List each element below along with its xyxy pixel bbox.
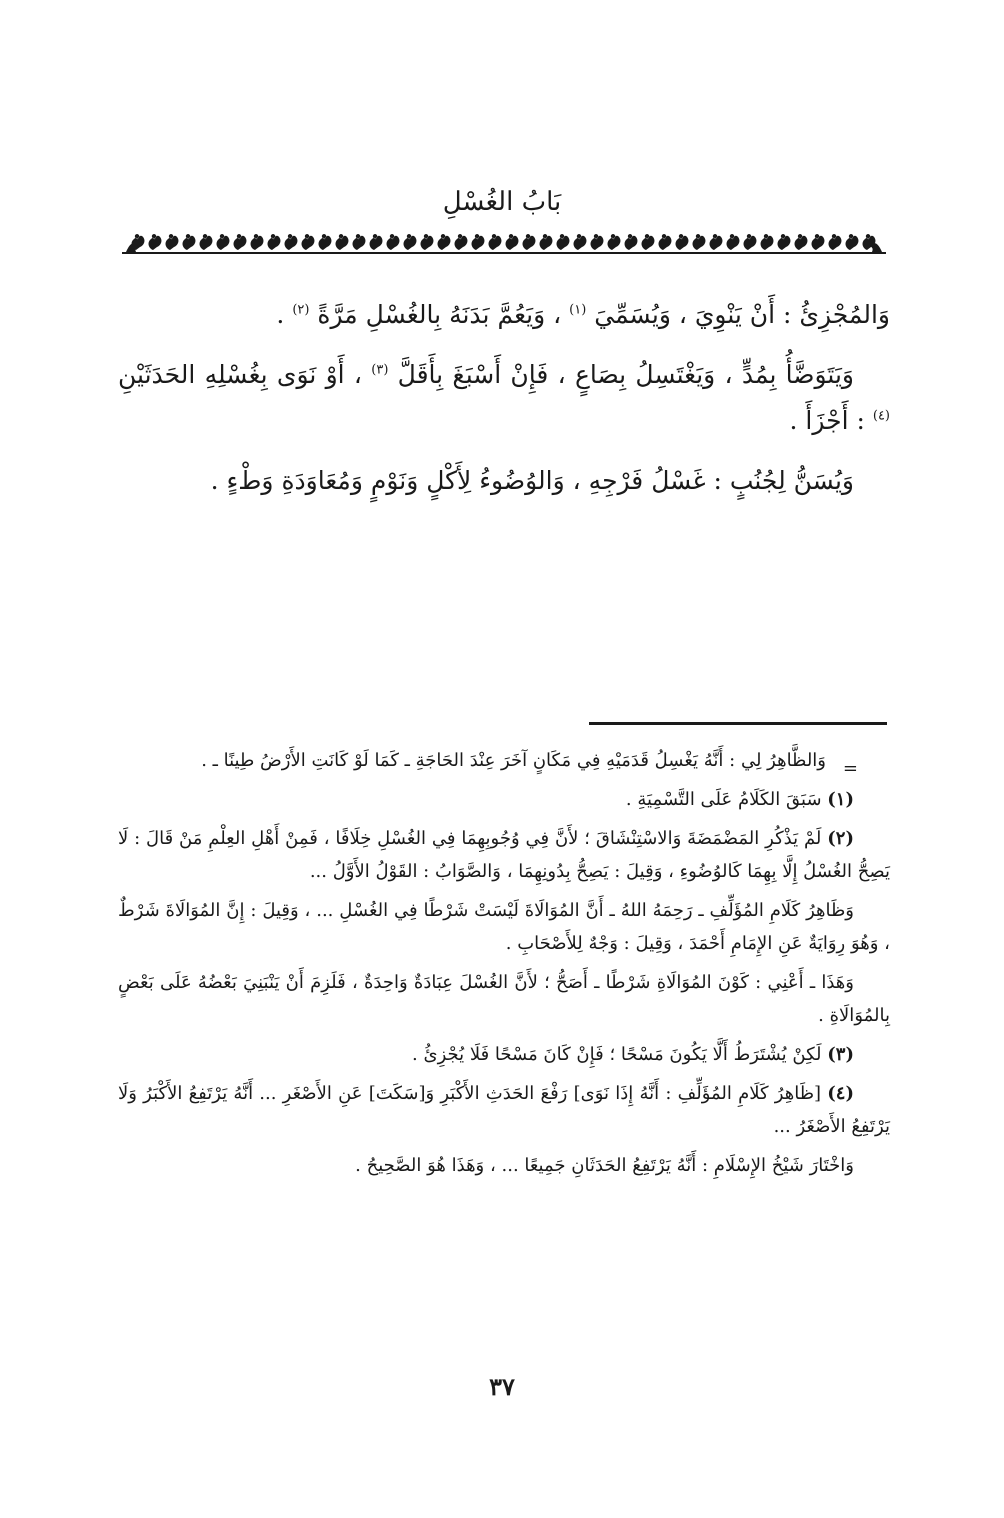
text-segment: .: [276, 300, 285, 329]
footnote-4: [118, 1077, 890, 1143]
ornament-baseline: [122, 252, 886, 254]
ornament-motif: [761, 234, 774, 250]
ornament-motif: [795, 234, 808, 250]
ornament-motif: [370, 234, 383, 250]
ornament-motif: [506, 234, 519, 250]
page-number: ٣٧: [489, 1372, 515, 1401]
footnote-continuation: [118, 744, 890, 777]
main-paragraph-1: [118, 292, 890, 338]
footnote-text: لَكِنْ يُشْتَرَطُ أَلَّا يَكُونَ مَسْحًا ؛ فَإِنْ كَانَ مَسْحًا فَلَا يُجْزِئُ .: [412, 1044, 822, 1065]
ornament-motif: [676, 234, 689, 250]
footnote-ref-4[interactable]: (٤): [872, 408, 890, 424]
ornament-motif: [778, 234, 791, 250]
footnote-4-paragraph-2: وَاخْتَارَ شَيْخُ الإِسْلَامِ : أَنَّهُ يَرْتَفِعُ الحَدَثَانِ جَمِيعًا ... ، وَهَذَا هُوَ الصَّحِيحُ .: [355, 1155, 854, 1176]
ornament-motif: [710, 234, 723, 250]
ornament-motif: [421, 234, 434, 250]
ornament-divider: [122, 226, 886, 258]
main-text: [118, 292, 890, 518]
ornament-motif: [574, 234, 587, 250]
ornament-motif: [166, 234, 179, 250]
footnote-text: لَمْ يَذْكُرِ المَضْمَضَةَ وَالاسْتِنْشَاقَ ؛ لأَنَّ فِي وُجُوبِهِمَا فِي الغُسْلِ خِلَافًا ، فَمِنْ أَهْلِ العِلْمِ مَنْ قَالَ : لَا يَصِحُّ الغُسْلُ إِلَّا بِهِمَا كَالوُضُوءِ ، وَقِيلَ : يَصِحُّ بِدُونِهِمَا ، وَالصَّوَابُ : القَوْلُ الأَوَّلُ ...: [118, 828, 890, 882]
ornament-motif: [234, 234, 247, 250]
footnote-number: (١): [827, 789, 854, 810]
ornament-motif: [625, 234, 638, 250]
ornament-motif: [404, 234, 417, 250]
continuation-mark: =: [842, 758, 858, 779]
ornament-motif: [251, 234, 264, 250]
ornament-motif: [319, 234, 332, 250]
footnote-number: (٤): [827, 1083, 854, 1104]
ornament-motif: [540, 234, 553, 250]
chapter-title: بَابُ الغُسْلِ: [442, 187, 562, 217]
ornament-motif: [455, 234, 468, 250]
ornament-motif: [336, 234, 349, 250]
footnote-number: (٢): [827, 828, 854, 849]
ornament-motif: [353, 234, 366, 250]
footnote-2-paragraph-2: وَظَاهِرُ كَلَامِ المُؤَلِّفِ ـ رَحِمَهُ اللهُ ـ أَنَّ المُوَالَاةَ لَيْسَتْ شَرْطًا فِي الغُسْلِ ... ، وَقِيلَ : إِنَّ المُوَالَاةَ شَرْطٌ ، وَهُوَ رِوَايَةٌ عَنِ الإِمَامِ أَحْمَدَ ، وَقِيلَ : وَجْهٌ لِلأَصْحَابِ .: [118, 900, 890, 954]
footnote-ref-1[interactable]: (١): [569, 302, 587, 318]
ornament-motif: [268, 234, 281, 250]
footnote-2-paragraph-3: وَهَذَا ـ أَعْنِي : كَوْنَ المُوَالَاةِ شَرْطًا ـ أَصَحُّ ؛ لأَنَّ الغُسْلَ عِبَادَةٌ وَاحِدَةٌ ، فَلَزِمَ أَنْ يَنْبَنِيَ بَعْضُهُ عَلَى بَعْضٍ بِالمُوَالَاةِ .: [118, 972, 890, 1026]
ornament-motif: [200, 234, 213, 250]
text-segment: وَيَتَوَضَّأُ بِمُدٍّ ، وَيَغْتَسِلُ بِصَاعٍ ، فَإِنْ أَسْبَغَ بِأَقَلَّ: [397, 360, 855, 389]
footnote-text: وَالظَّاهِرُ لِي : أَنَّهُ يَغْسِلُ قَدَمَيْهِ فِي مَكَانٍ آخَرَ عِنْدَ الحَاجَةِ ـ كَمَا لَوْ كَانَتِ الأَرْضُ طِينًا ـ .: [201, 750, 826, 771]
ornament-motif: [523, 234, 536, 250]
main-paragraph-2: [118, 352, 890, 444]
ornament-motif: [302, 234, 315, 250]
footnote-number: (٣): [827, 1044, 854, 1065]
ornament-motif: [693, 234, 706, 250]
footnote-1: [118, 783, 890, 816]
ornament-motif: [812, 234, 825, 250]
footnote-text: سَبَقَ الكَلَامُ عَلَى التَّسْمِيَةِ .: [625, 789, 822, 810]
main-paragraph-3: وَيُسَنُّ لِجُنُبٍ : غَسْلُ فَرْجِهِ ، وَالوُضُوءُ لِأَكْلٍ وَنَوْمٍ وَمُعَاوَدَةِ وَطْءٍ .: [210, 466, 854, 495]
footnote-2: [118, 822, 890, 888]
text-segment: ، وَيَعُمَّ بَدَنَهُ بِالغُسْلِ مَرَّةً: [317, 300, 562, 329]
ornament-flourish: [870, 243, 882, 252]
ornament-motif: [217, 234, 230, 250]
ornament-motif: [438, 234, 451, 250]
text-segment: : أَجْزَأَ .: [789, 406, 865, 435]
ornament-motif: [472, 234, 485, 250]
ornament-motif: [183, 234, 196, 250]
footnotes: [118, 744, 890, 1188]
ornament-motif: [149, 234, 162, 250]
footnote-3: [118, 1038, 890, 1071]
footnote-text: [ظَاهِرُ كَلَامِ المُؤَلِّفِ : أَنَّهُ إِذَا نَوَى] رَفْعَ الحَدَثِ الأَكْبَرِ وَ[سَكَتَ] عَنِ الأَصْغَرِ ... أَنَّهُ يَرْتَفِعُ الأَكْبَرُ وَلَا يَرْتَفِعُ الأَصْغَرُ ...: [118, 1083, 890, 1137]
ornament-motif: [608, 234, 621, 250]
ornament-motif: [557, 234, 570, 250]
ornament-motif: [642, 234, 655, 250]
ornament-motif: [489, 234, 502, 250]
ornament-motif: [659, 234, 672, 250]
ornament-motif: [387, 234, 400, 250]
ornament-motif: [744, 234, 757, 250]
ornament-motif: [591, 234, 604, 250]
footnote-ref-2[interactable]: (٢): [292, 302, 310, 318]
footnote-separator: [589, 722, 887, 725]
footnote-ref-3[interactable]: (٣): [371, 362, 389, 378]
text-segment: ، أَوْ نَوَى بِغُسْلِهِ الحَدَثَيْنِ: [118, 360, 362, 389]
ornament-motif: [846, 234, 859, 250]
text-segment: وَالمُجْزِئُ : أَنْ يَنْوِيَ ، وَيُسَمِّيَ: [594, 300, 890, 329]
ornament-motif: [727, 234, 740, 250]
ornament-motif: [285, 234, 298, 250]
ornament-motif: [829, 234, 842, 250]
